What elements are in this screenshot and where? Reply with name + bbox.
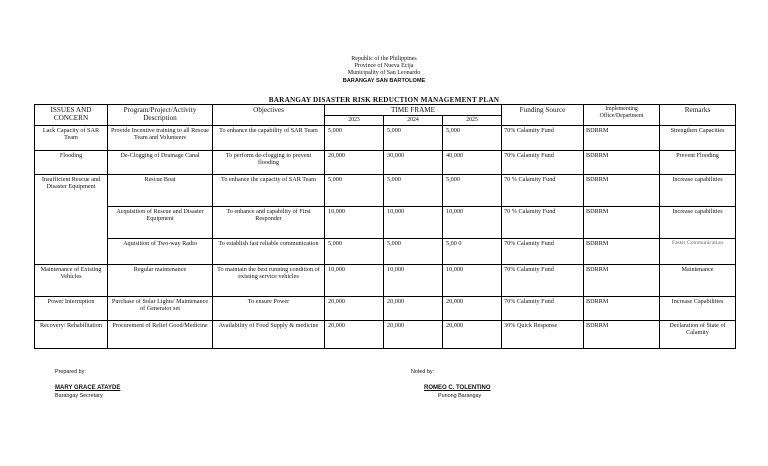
noted-by-label: Noted by: xyxy=(411,369,435,375)
header-line-barangay: BARANGAY SAN BARTOLOME xyxy=(342,77,426,84)
header-line-province: Province of Nueva Ecija xyxy=(354,63,414,70)
program-cell: Aquisition of Two-way Radio xyxy=(108,238,213,264)
office-cell: BDRRM xyxy=(584,264,660,296)
issue-cell: Lack Capacity of SAR Team xyxy=(35,125,108,150)
program-cell: Procurement of Relief Good/Medicine xyxy=(108,320,213,348)
remarks-cell: Declaration of State of Calamity xyxy=(660,320,736,348)
amount-2025-cell: 5,000 xyxy=(443,125,502,150)
funding-cell: 70% Calamity Fund xyxy=(502,264,584,296)
objective-cell: Availability of Food Supply & medicine xyxy=(213,320,325,348)
funding-cell: 70 % Calamity Fund xyxy=(502,206,584,238)
office-cell: BDRRM xyxy=(584,125,660,150)
program-cell: Regular maintenance xyxy=(108,264,213,296)
table-row xyxy=(35,320,736,348)
funding-cell: 70 % Calamity Fund xyxy=(502,174,584,206)
col-header-funding: Funding Source xyxy=(502,105,584,126)
amount-2023-cell: 20,000 xyxy=(325,296,384,320)
amount-2024-cell: 5,000 xyxy=(384,238,443,264)
table-row xyxy=(35,296,736,320)
remarks-cell: Increase Capabilities xyxy=(660,296,736,320)
table-row xyxy=(35,238,736,264)
table-row xyxy=(35,264,736,296)
remarks-cell: Faster Communication xyxy=(660,238,736,264)
office-cell: BDRRM xyxy=(584,174,660,206)
noted-by-title: Punong Barangay xyxy=(438,393,482,399)
office-cell: BDRRM xyxy=(584,320,660,348)
amount-2023-cell: 20,000 xyxy=(325,320,384,348)
office-cell: BDRRM xyxy=(584,206,660,238)
col-header-program: Program/Project/Activity Description xyxy=(108,105,213,126)
amount-2024-cell: 20,000 xyxy=(384,320,443,348)
amount-2025-cell: 20,000 xyxy=(443,320,502,348)
amount-2025-cell: 10,000 xyxy=(443,264,502,296)
header-line-municipality: Municipality of San Leonardo xyxy=(347,70,421,77)
amount-2023-cell: 5,000 xyxy=(325,174,384,206)
issue-cell: Maintenance of Existing Vehicles xyxy=(35,264,108,296)
amount-2024-cell: 10,000 xyxy=(384,206,443,238)
remarks-cell: Increase capabilities xyxy=(660,174,736,206)
amount-2025-cell: 40,000 xyxy=(443,150,502,174)
table-row xyxy=(35,174,736,206)
amount-2024-cell: 5,000 xyxy=(384,125,443,150)
amount-2024-cell: 5,000 xyxy=(384,174,443,206)
noted-by-name: ROMEO C. TOLENTINO xyxy=(424,385,491,391)
issue-cell: Power Interruption xyxy=(35,296,108,320)
objective-cell: To enhance the capacity of SAR Team xyxy=(213,174,325,206)
plan-title: BARANGAY DISASTER RISK REDUCTION MANAGEMENT PLAN xyxy=(268,96,500,104)
table-row xyxy=(35,206,736,238)
table-row xyxy=(35,125,736,150)
prepared-by-title: Barangay Secretary xyxy=(55,393,103,399)
amount-2025-cell: 5,00 0 xyxy=(443,238,502,264)
office-cell: BDRRM xyxy=(584,296,660,320)
table-row xyxy=(35,150,736,174)
program-cell: Acquisition of Rescue and Disaster Equipment xyxy=(108,206,213,238)
amount-2024-cell: 10,000 xyxy=(384,264,443,296)
amount-2023-cell: 10,000 xyxy=(325,264,384,296)
col-header-implementing: Implementing Office/Department xyxy=(584,105,660,126)
funding-cell: 70% Calamity Fund xyxy=(502,150,584,174)
issue-cell: Flooding xyxy=(35,150,108,174)
objective-cell: To enhance the capability of SAR Team xyxy=(213,125,325,150)
amount-2024-cell: 20,000 xyxy=(384,296,443,320)
objective-cell: To perform de-clogging to prevent flooding xyxy=(213,150,325,174)
program-cell: Purchase of Solar Lights/ Maintenance of Generator set xyxy=(108,296,213,320)
office-cell: BDRRM xyxy=(584,238,660,264)
col-header-remarks: Remarks xyxy=(660,105,736,126)
program-cell: Rescue Boat xyxy=(108,174,213,206)
col-header-2025: 2025 xyxy=(443,116,502,126)
amount-2023-cell: 5,000 xyxy=(325,238,384,264)
col-header-2024: 2024 xyxy=(384,116,443,126)
remarks-cell: Strengthen Capacities xyxy=(660,125,736,150)
amount-2025-cell: 20,000 xyxy=(443,296,502,320)
col-header-timeframe: TIME FRAME xyxy=(325,105,502,116)
objective-cell: To enhance and capability of First Responder xyxy=(213,206,325,238)
remarks-cell: Maintenance xyxy=(660,264,736,296)
amount-2023-cell: 10,000 xyxy=(325,206,384,238)
amount-2023-cell: 20,000 xyxy=(325,150,384,174)
amount-2025-cell: 10,000 xyxy=(443,206,502,238)
amount-2025-cell: 5,000 xyxy=(443,174,502,206)
objective-cell: To maintain the best running condition of existing service vehicles xyxy=(213,264,325,296)
prepared-by-label: Prepared by: xyxy=(55,369,86,375)
issue-cell: Insufficient Rescue and Disaster Equipment xyxy=(35,174,108,264)
col-header-objectives: Objectives xyxy=(213,105,325,126)
amount-2024-cell: 30,000 xyxy=(384,150,443,174)
funding-cell: 70% Calamity Fund xyxy=(502,238,584,264)
program-cell: De-Clogging of Drainage Canal xyxy=(108,150,213,174)
funding-cell: 70% Calamity Fund xyxy=(502,296,584,320)
header-line-republic: Republic of the Philippines xyxy=(351,56,417,62)
plan-table xyxy=(34,104,736,349)
col-header-issues: ISSUES AND CONCERN xyxy=(35,105,108,126)
program-cell: Provide Incentive training to all Rescue Team and Volunteers xyxy=(108,125,213,150)
prepared-by-name: MARY GRACE ATAYDE xyxy=(55,385,121,391)
funding-cell: 70% Calamity Fund xyxy=(502,125,584,150)
remarks-cell: Prevent Flooding xyxy=(660,150,736,174)
issue-cell: Recovery/ Rehabilitation xyxy=(35,320,108,348)
document-header xyxy=(0,56,768,85)
col-header-2023: 2023 xyxy=(325,116,384,126)
objective-cell: To ensure Power xyxy=(213,296,325,320)
funding-cell: 30% Quick Response xyxy=(502,320,584,348)
remarks-cell: Increase capabilities xyxy=(660,206,736,238)
office-cell: BDRRM xyxy=(584,150,660,174)
objective-cell: To establish fast reliable communication xyxy=(213,238,325,264)
amount-2023-cell: 5,000 xyxy=(325,125,384,150)
